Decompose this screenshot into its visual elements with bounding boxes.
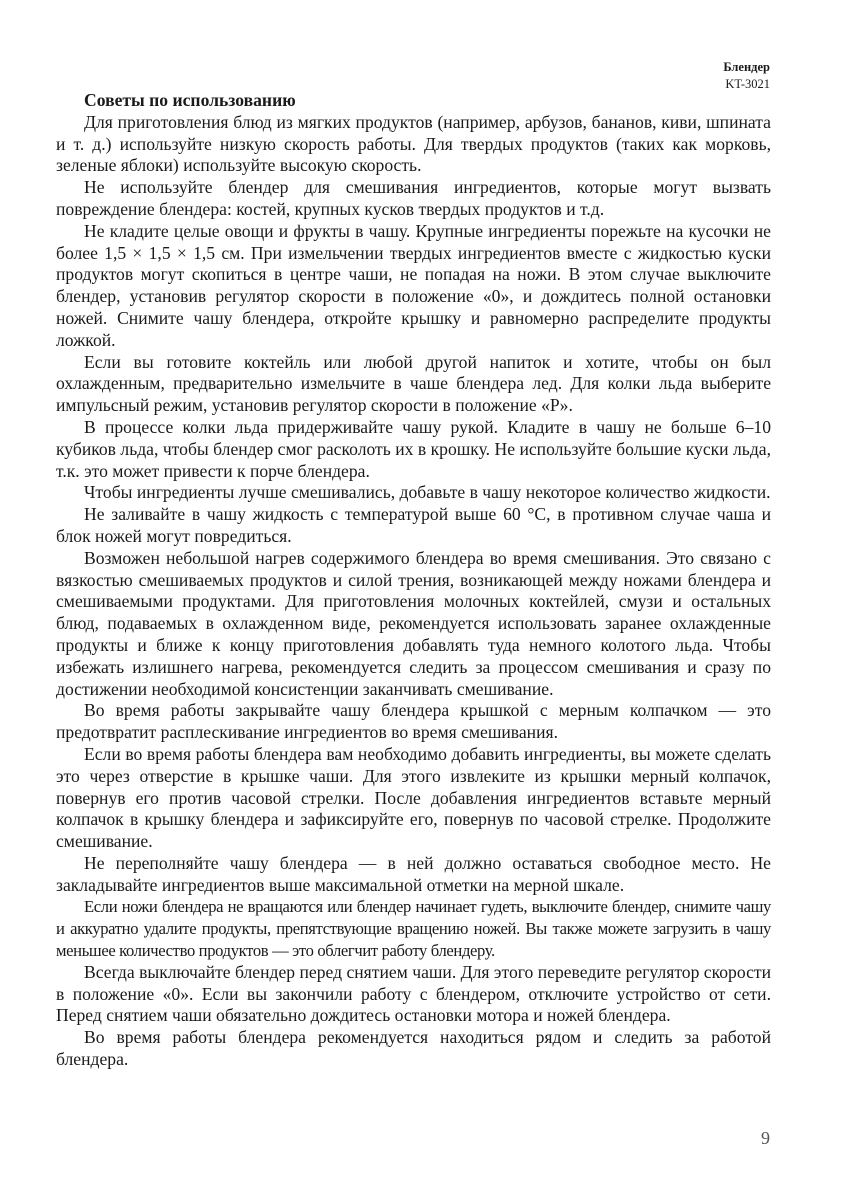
- section-title: Советы по использованию: [84, 90, 296, 110]
- header-product-name: Блендер: [723, 60, 770, 74]
- page-content: [56, 90, 771, 1071]
- paragraph-adding-ingredients: Если во время работы блендера вам необходимо добавить ингредиенты, вы можете сделать это через отверстие в крышке чаши. Для этого извлеките из крышки мерный колпачок, повернув его против часовой стрелки. После добавления ингредиентов вставьте мерный колпачок в крышку блендера и зафиксируйте его, повернув по часовой стрелке. Продолжите смешивание.: [56, 743, 771, 852]
- paragraph-switch-off: Всегда выключайте блендер перед снятием чаши. Для этого переведите регулятор скорости в положение «0». Если вы закончили работу с блендером, отключите устройство от сети. Перед снятием чаши обязательно дождитесь остановки мотора и ножей блендера.: [56, 961, 771, 1026]
- paragraph-ice-crushing: В процессе колки льда придерживайте чашу рукой. Кладите в чашу не больше 6–10 кубиков льда, чтобы блендер смог расколоть их в крошку. Не используйте большие куски льда, т.к. это может привести к порче блендера.: [56, 416, 771, 481]
- paragraph-add-liquid: Чтобы ингредиенты лучше смешивались, добавьте в чашу некоторое количество жидкости.: [84, 482, 771, 503]
- paragraph-lid-cap: Во время работы закрывайте чашу блендера крышкой с мерным колпачком — это предотвратит расплескивание ингредиентов во время смешивания.: [56, 700, 771, 743]
- paragraph-overfill: Не переполняйте чашу блендера — в ней должно оставаться свободное место. Не закладывайте ингредиентов выше максимальной отметки на мерной шкале.: [56, 852, 771, 895]
- paragraph-cocktail-ice: Если вы готовите коктейль или любой другой напиток и хотите, чтобы он был охлажденным, предварительно измельчите в чаше блендера лед. Для колки льда выберите импульсный режим, установив регулятор скорости в положение «P».: [56, 351, 771, 416]
- page-number: 9: [761, 1128, 770, 1148]
- paragraph-heating: Возможен небольшой нагрев содержимого блендера во время смешивания. Это связано с вязкостью смешиваемых продуктов и силой трения, возникающей между ножами блендера и смешиваемыми продуктами. Для приготовления молочных коктейлей, смузи и остальных блюд, подаваемых в охлажденном виде, рекомендуется использовать заранее охлажденные продукты и ближе к концу приготовления добавлять туда немного колотого льда. Чтобы избежать излишнего нагрева, рекомендуется следить за процессом смешивания и сразу по достижении необходимой консистенции заканчивать смешивание.: [56, 547, 771, 699]
- paragraph-temperature-limit: Не заливайте в чашу жидкость с температурой выше 60 °C, в противном случае чаша и блок ножей могут повредиться.: [56, 504, 771, 546]
- paragraph-cut-pieces: Не кладите целые овощи и фрукты в чашу. Крупные ингредиенты порежьте на кусочки не более 1,5 × 1,5 × 1,5 см. При измельчении твердых ингредиентов вместе с жидкостью куски продуктов могут скопиться в центре чаши, не попадая на ножи. В этом случае выключите блендер, установив регулятор скорости в положение «0», и дождитесь полной остановки ножей. Снимите чашу блендера, откройте крышку и равномерно распределите продукты ложкой.: [56, 220, 771, 350]
- paragraph-blades-stuck: Если ножи блендера не вращаются или блендер начинает гудеть, выключите блендер, снимите чашу и аккуратно удалите продукты, препятствующие вращению ножей. Вы также можете загрузить в чашу меньшее количество продуктов — это облегчит работу блендеру.: [56, 897, 771, 961]
- paragraph-unsuitable-ingredients: Не используйте блендер для смешивания ингредиентов, которые могут вызвать повреждение блендера: костей, крупных кусков твердых продуктов и т.д.: [56, 177, 771, 219]
- header-model-number: KT-3021: [725, 77, 770, 91]
- paragraph-speed: Для приготовления блюд из мягких продуктов (например, арбузов, бананов, киви, шпината и т. д.) используйте низкую скорость работы. Для твердых продуктов (таких как морковь, зеленые яблоки) используйте высокую скорость.: [56, 111, 771, 176]
- page-header: [723, 59, 770, 93]
- paragraph-stay-near: Во время работы блендера рекомендуется находиться рядом и следить за работой блендера.: [56, 1027, 771, 1070]
